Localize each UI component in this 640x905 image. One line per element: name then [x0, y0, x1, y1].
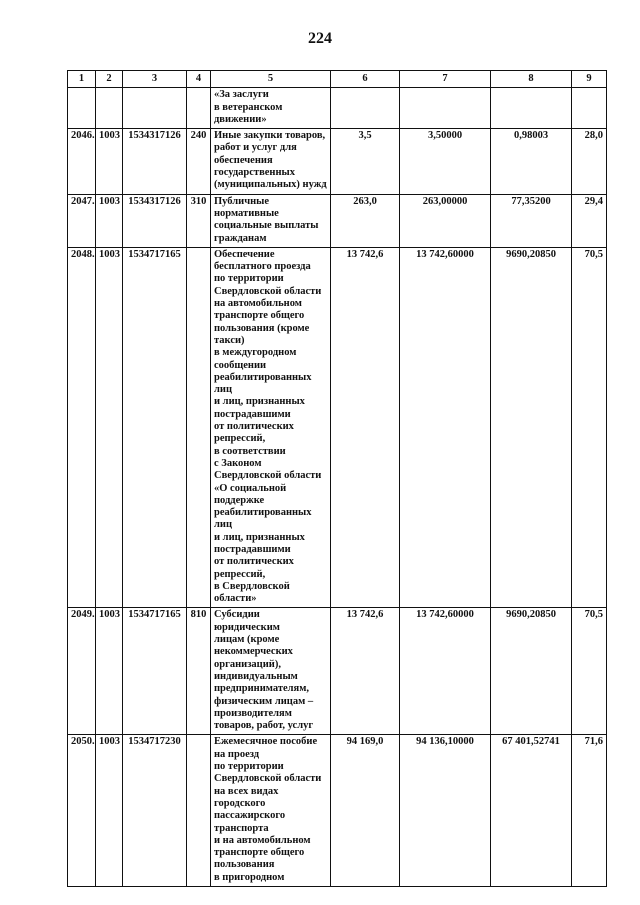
value-col6-cell: 94 169,0 — [331, 735, 400, 887]
table-row — [68, 735, 607, 887]
section-code-cell — [96, 88, 123, 129]
section-code-cell: 1003 — [96, 608, 123, 735]
section-code-cell: 1003 — [96, 129, 123, 194]
expense-type-cell: 240 — [187, 129, 211, 194]
expense-type-cell — [187, 88, 211, 129]
value-col6-cell: 3,5 — [331, 129, 400, 194]
target-code-cell: 1534717165 — [123, 608, 187, 735]
value-col7-cell: 263,00000 — [400, 194, 491, 247]
item-name-cell: Обеспечение бесплатного проезда по территории Свердловской области на автомобильном транспорте общего пользования (кроме такси) в междугородном сообщении реабилитированных лиц и лиц, признанных пострадавшими от политических репрессий, в соответствии с Законом Свердловской области «О социальной поддержке реабилитированных лиц и лиц, признанных пострадавшими от политических репрессий, в Свердловской области» — [211, 247, 331, 608]
percent-cell — [572, 88, 607, 129]
table-row — [68, 608, 607, 735]
item-name-cell: Ежемесячное пособие на проезд по территории Свердловской области на всех видах городского пассажирского транспорта и на автомобильном транспорте общего пользования в пригородном — [211, 735, 331, 887]
row-number-cell: 2049. — [68, 608, 96, 735]
column-header-4: 4 — [187, 71, 211, 88]
column-header-3: 3 — [123, 71, 187, 88]
value-col7-cell: 94 136,10000 — [400, 735, 491, 887]
value-col8-cell: 67 401,52741 — [491, 735, 572, 887]
column-header-1: 1 — [68, 71, 96, 88]
target-code-cell: 1534717230 — [123, 735, 187, 887]
percent-cell: 70,5 — [572, 247, 607, 608]
percent-cell: 70,5 — [572, 608, 607, 735]
section-code-cell: 1003 — [96, 194, 123, 247]
section-code-cell: 1003 — [96, 735, 123, 887]
value-col6-cell — [331, 88, 400, 129]
value-col7-cell: 3,50000 — [400, 129, 491, 194]
value-col8-cell: 0,98003 — [491, 129, 572, 194]
table-row — [68, 129, 607, 194]
value-col8-cell: 9690,20850 — [491, 608, 572, 735]
value-col6-cell: 263,0 — [331, 194, 400, 247]
value-col8-cell: 9690,20850 — [491, 247, 572, 608]
row-number-cell — [68, 88, 96, 129]
value-col6-cell: 13 742,6 — [331, 608, 400, 735]
row-number-cell: 2050. — [68, 735, 96, 887]
target-code-cell: 1534317126 — [123, 194, 187, 247]
column-header-6: 6 — [331, 71, 400, 88]
table-body — [68, 88, 607, 887]
value-col7-cell: 13 742,60000 — [400, 247, 491, 608]
page-number: 224 — [308, 30, 332, 47]
column-header-5: 5 — [211, 71, 331, 88]
item-name-cell: Публичные нормативные социальные выплаты гражданам — [211, 194, 331, 247]
item-name-cell: «За заслуги в ветеранском движении» — [211, 88, 331, 129]
value-col6-cell: 13 742,6 — [331, 247, 400, 608]
table-row — [68, 247, 607, 608]
percent-cell: 29,4 — [572, 194, 607, 247]
row-number-cell: 2047. — [68, 194, 96, 247]
target-code-cell — [123, 88, 187, 129]
target-code-cell: 1534317126 — [123, 129, 187, 194]
expense-type-cell: 810 — [187, 608, 211, 735]
header-row — [68, 71, 607, 88]
percent-cell: 28,0 — [572, 129, 607, 194]
column-header-7: 7 — [400, 71, 491, 88]
value-col8-cell — [491, 88, 572, 129]
budget-table — [67, 70, 607, 887]
value-col7-cell: 13 742,60000 — [400, 608, 491, 735]
value-col7-cell — [400, 88, 491, 129]
column-header-2: 2 — [96, 71, 123, 88]
row-number-cell: 2048. — [68, 247, 96, 608]
table-row — [68, 194, 607, 247]
expense-type-cell — [187, 735, 211, 887]
column-header-8: 8 — [491, 71, 572, 88]
section-code-cell: 1003 — [96, 247, 123, 608]
item-name-cell: Иные закупки товаров, работ и услуг для обеспечения государственных (муниципальных) нужд — [211, 129, 331, 194]
value-col8-cell: 77,35200 — [491, 194, 572, 247]
table-row — [68, 88, 607, 129]
item-name-cell: Субсидии юридическим лицам (кроме некоммерческих организаций), индивидуальным предпринимателям, физическим лицам – производителям товаров, работ, услуг — [211, 608, 331, 735]
row-number-cell: 2046. — [68, 129, 96, 194]
expense-type-cell: 310 — [187, 194, 211, 247]
expense-type-cell — [187, 247, 211, 608]
target-code-cell: 1534717165 — [123, 247, 187, 608]
column-header-9: 9 — [572, 71, 607, 88]
percent-cell: 71,6 — [572, 735, 607, 887]
